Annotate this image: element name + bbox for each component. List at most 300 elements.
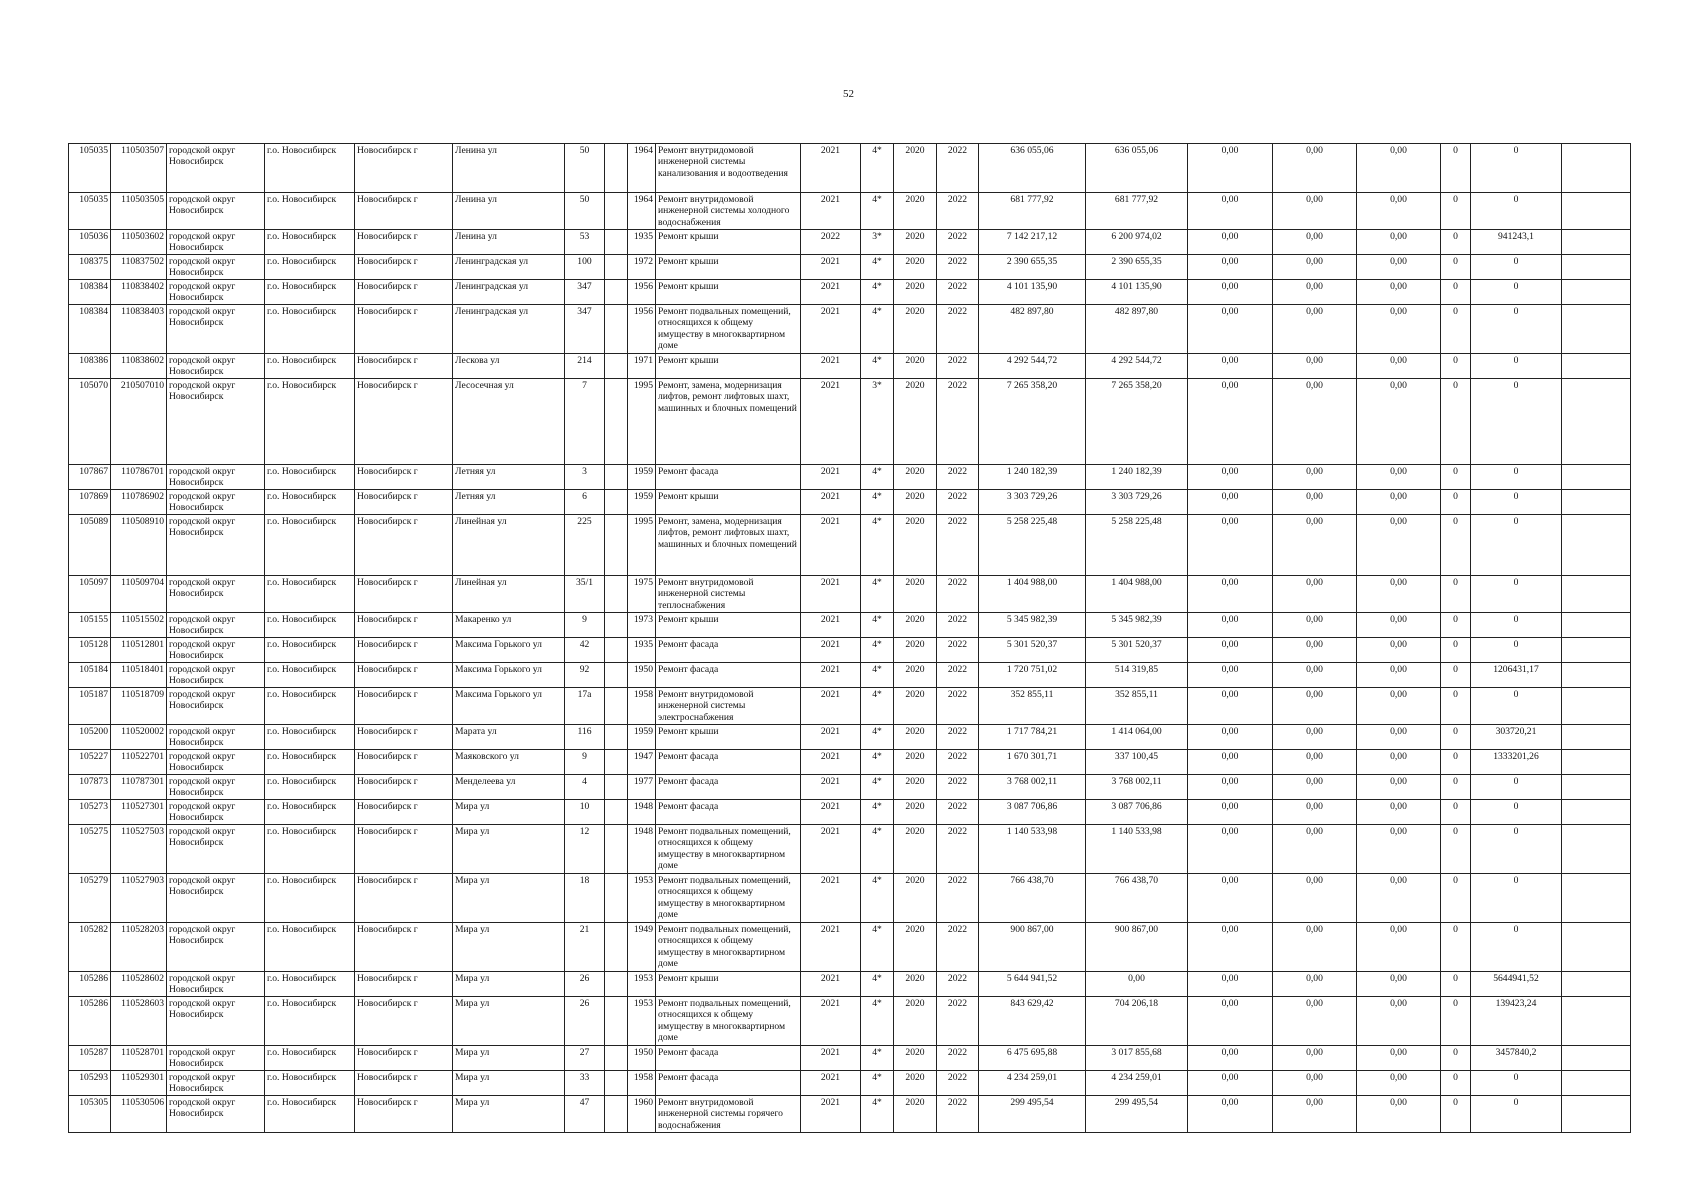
cell-fund: 299 495,54 bbox=[1086, 1096, 1188, 1133]
cell-y2: 2022 bbox=[937, 354, 979, 379]
cell-v2: 0,00 bbox=[1273, 144, 1357, 193]
cell-street: Ленинградская ул bbox=[453, 305, 565, 354]
cell-plan-year: 2021 bbox=[801, 280, 861, 305]
cell-work: Ремонт крыши bbox=[656, 613, 801, 638]
cell-v2: 0,00 bbox=[1273, 576, 1357, 613]
cell-year: 1948 bbox=[628, 800, 656, 825]
cell-fund: 482 897,80 bbox=[1086, 305, 1188, 354]
cell-cat: 3* bbox=[861, 379, 894, 465]
cell-c8 bbox=[605, 305, 628, 354]
cell-city: Новосибирск г bbox=[355, 972, 453, 997]
cell-work: Ремонт внутридомовой инженерной системы электроснабжения bbox=[656, 688, 801, 725]
cell-y1: 2020 bbox=[894, 255, 937, 280]
cell-v4: 0 bbox=[1441, 255, 1471, 280]
cell-cat: 4* bbox=[861, 874, 894, 923]
cell-street: Мира ул bbox=[453, 997, 565, 1046]
cell-y2: 2022 bbox=[937, 1046, 979, 1071]
cell-code: 110528203 bbox=[111, 923, 167, 972]
cell-v3: 0,00 bbox=[1357, 972, 1441, 997]
cell-fund: 3 303 729,26 bbox=[1086, 490, 1188, 515]
cell-district: городской округ Новосибирск bbox=[167, 825, 265, 874]
cell-y2: 2022 bbox=[937, 972, 979, 997]
cell-v1: 0,00 bbox=[1188, 144, 1273, 193]
cell-plan-year: 2021 bbox=[801, 663, 861, 688]
cell-total: 681 777,92 bbox=[979, 193, 1086, 230]
cell-v5: 1333201,26 bbox=[1471, 750, 1562, 775]
cell-y1: 2020 bbox=[894, 1046, 937, 1071]
cell-id: 108375 bbox=[69, 255, 111, 280]
table-row bbox=[69, 613, 1631, 638]
cell-city: Новосибирск г bbox=[355, 379, 453, 465]
cell-house: 225 bbox=[565, 515, 605, 576]
cell-plan-year: 2021 bbox=[801, 775, 861, 800]
cell-last bbox=[1562, 725, 1631, 750]
cell-work: Ремонт подвальных помещений, относящихся к общему имуществу в многоквартирном доме bbox=[656, 874, 801, 923]
table-row bbox=[69, 1046, 1631, 1071]
cell-y2: 2022 bbox=[937, 230, 979, 255]
table-row bbox=[69, 923, 1631, 972]
table-row bbox=[69, 144, 1631, 193]
cell-y2: 2022 bbox=[937, 280, 979, 305]
cell-total: 636 055,06 bbox=[979, 144, 1086, 193]
cell-city-district: г.о. Новосибирск bbox=[265, 379, 355, 465]
cell-c8 bbox=[605, 1096, 628, 1133]
cell-v1: 0,00 bbox=[1188, 613, 1273, 638]
cell-last bbox=[1562, 230, 1631, 255]
cell-fund: 7 265 358,20 bbox=[1086, 379, 1188, 465]
cell-id: 105200 bbox=[69, 725, 111, 750]
cell-c8 bbox=[605, 725, 628, 750]
cell-v5: 0 bbox=[1471, 1096, 1562, 1133]
cell-work: Ремонт, замена, модернизация лифтов, ремонт лифтовых шахт, машинных и блочных помещений bbox=[656, 515, 801, 576]
cell-v3: 0,00 bbox=[1357, 576, 1441, 613]
cell-v5: 0 bbox=[1471, 800, 1562, 825]
cell-code: 110837502 bbox=[111, 255, 167, 280]
cell-v4: 0 bbox=[1441, 997, 1471, 1046]
cell-plan-year: 2021 bbox=[801, 305, 861, 354]
cell-id: 105128 bbox=[69, 638, 111, 663]
cell-y1: 2020 bbox=[894, 379, 937, 465]
cell-total: 1 670 301,71 bbox=[979, 750, 1086, 775]
cell-city-district: г.о. Новосибирск bbox=[265, 972, 355, 997]
cell-city: Новосибирск г bbox=[355, 923, 453, 972]
cell-work: Ремонт фасада bbox=[656, 465, 801, 490]
cell-last bbox=[1562, 825, 1631, 874]
cell-work: Ремонт фасада bbox=[656, 775, 801, 800]
cell-plan-year: 2021 bbox=[801, 354, 861, 379]
cell-last bbox=[1562, 576, 1631, 613]
cell-total: 4 292 544,72 bbox=[979, 354, 1086, 379]
cell-v3: 0,00 bbox=[1357, 874, 1441, 923]
cell-work: Ремонт внутридомовой инженерной системы теплоснабжения bbox=[656, 576, 801, 613]
cell-total: 843 629,42 bbox=[979, 997, 1086, 1046]
cell-v4: 0 bbox=[1441, 1071, 1471, 1096]
cell-city-district: г.о. Новосибирск bbox=[265, 305, 355, 354]
cell-house: 21 bbox=[565, 923, 605, 972]
cell-v2: 0,00 bbox=[1273, 800, 1357, 825]
cell-year: 1950 bbox=[628, 663, 656, 688]
cell-y2: 2022 bbox=[937, 305, 979, 354]
cell-c8 bbox=[605, 255, 628, 280]
cell-city: Новосибирск г bbox=[355, 1046, 453, 1071]
cell-house: 3 bbox=[565, 465, 605, 490]
cell-v3: 0,00 bbox=[1357, 775, 1441, 800]
cell-v3: 0,00 bbox=[1357, 490, 1441, 515]
cell-total: 299 495,54 bbox=[979, 1096, 1086, 1133]
cell-v1: 0,00 bbox=[1188, 638, 1273, 663]
cell-v4: 0 bbox=[1441, 230, 1471, 255]
cell-city: Новосибирск г bbox=[355, 825, 453, 874]
cell-district: городской округ Новосибирск bbox=[167, 725, 265, 750]
cell-id: 105293 bbox=[69, 1071, 111, 1096]
cell-house: 47 bbox=[565, 1096, 605, 1133]
cell-city-district: г.о. Новосибирск bbox=[265, 800, 355, 825]
cell-last bbox=[1562, 688, 1631, 725]
cell-fund: 5 301 520,37 bbox=[1086, 638, 1188, 663]
cell-last bbox=[1562, 750, 1631, 775]
cell-c8 bbox=[605, 997, 628, 1046]
cell-y2: 2022 bbox=[937, 775, 979, 800]
cell-c8 bbox=[605, 923, 628, 972]
cell-plan-year: 2021 bbox=[801, 379, 861, 465]
cell-y2: 2022 bbox=[937, 613, 979, 638]
cell-id: 108384 bbox=[69, 280, 111, 305]
cell-v5: 0 bbox=[1471, 515, 1562, 576]
cell-code: 210507010 bbox=[111, 379, 167, 465]
cell-id: 105286 bbox=[69, 972, 111, 997]
cell-c8 bbox=[605, 490, 628, 515]
cell-v1: 0,00 bbox=[1188, 465, 1273, 490]
cell-work: Ремонт крыши bbox=[656, 280, 801, 305]
cell-house: 9 bbox=[565, 613, 605, 638]
cell-c8 bbox=[605, 638, 628, 663]
cell-plan-year: 2021 bbox=[801, 874, 861, 923]
table-row bbox=[69, 972, 1631, 997]
cell-fund: 3 768 002,11 bbox=[1086, 775, 1188, 800]
cell-v4: 0 bbox=[1441, 750, 1471, 775]
cell-fund: 4 101 135,90 bbox=[1086, 280, 1188, 305]
cell-street: Мира ул bbox=[453, 972, 565, 997]
cell-c8 bbox=[605, 825, 628, 874]
cell-code: 110838403 bbox=[111, 305, 167, 354]
cell-last bbox=[1562, 280, 1631, 305]
cell-city-district: г.о. Новосибирск bbox=[265, 515, 355, 576]
cell-v4: 0 bbox=[1441, 305, 1471, 354]
cell-cat: 4* bbox=[861, 825, 894, 874]
cell-cat: 4* bbox=[861, 305, 894, 354]
cell-code: 110503602 bbox=[111, 230, 167, 255]
cell-v1: 0,00 bbox=[1188, 1046, 1273, 1071]
cell-v2: 0,00 bbox=[1273, 923, 1357, 972]
cell-city: Новосибирск г bbox=[355, 230, 453, 255]
cell-v1: 0,00 bbox=[1188, 725, 1273, 750]
cell-y2: 2022 bbox=[937, 750, 979, 775]
cell-v1: 0,00 bbox=[1188, 775, 1273, 800]
cell-cat: 4* bbox=[861, 193, 894, 230]
cell-cat: 4* bbox=[861, 515, 894, 576]
cell-year: 1959 bbox=[628, 465, 656, 490]
cell-plan-year: 2021 bbox=[801, 972, 861, 997]
cell-v5: 941243,1 bbox=[1471, 230, 1562, 255]
cell-city-district: г.о. Новосибирск bbox=[265, 255, 355, 280]
cell-fund: 1 414 064,00 bbox=[1086, 725, 1188, 750]
cell-street: Ленинградская ул bbox=[453, 280, 565, 305]
cell-v3: 0,00 bbox=[1357, 638, 1441, 663]
cell-v4: 0 bbox=[1441, 775, 1471, 800]
cell-y1: 2020 bbox=[894, 193, 937, 230]
cell-year: 1959 bbox=[628, 725, 656, 750]
cell-c8 bbox=[605, 280, 628, 305]
cell-v2: 0,00 bbox=[1273, 255, 1357, 280]
cell-id: 105035 bbox=[69, 193, 111, 230]
cell-city-district: г.о. Новосибирск bbox=[265, 280, 355, 305]
cell-y1: 2020 bbox=[894, 923, 937, 972]
cell-id: 105184 bbox=[69, 663, 111, 688]
cell-last bbox=[1562, 1071, 1631, 1096]
cell-y2: 2022 bbox=[937, 576, 979, 613]
cell-v3: 0,00 bbox=[1357, 255, 1441, 280]
cell-id: 105035 bbox=[69, 144, 111, 193]
cell-plan-year: 2021 bbox=[801, 490, 861, 515]
cell-id: 105155 bbox=[69, 613, 111, 638]
cell-code: 110838602 bbox=[111, 354, 167, 379]
cell-y2: 2022 bbox=[937, 923, 979, 972]
cell-city: Новосибирск г bbox=[355, 193, 453, 230]
cell-v3: 0,00 bbox=[1357, 800, 1441, 825]
cell-c8 bbox=[605, 874, 628, 923]
cell-id: 105282 bbox=[69, 923, 111, 972]
cell-v3: 0,00 bbox=[1357, 997, 1441, 1046]
cell-y2: 2022 bbox=[937, 255, 979, 280]
cell-city: Новосибирск г bbox=[355, 874, 453, 923]
cell-v1: 0,00 bbox=[1188, 688, 1273, 725]
cell-y1: 2020 bbox=[894, 825, 937, 874]
cell-id: 107869 bbox=[69, 490, 111, 515]
cell-v1: 0,00 bbox=[1188, 576, 1273, 613]
cell-street: Лесосечная ул bbox=[453, 379, 565, 465]
cell-v5: 0 bbox=[1471, 465, 1562, 490]
cell-fund: 0,00 bbox=[1086, 972, 1188, 997]
cell-work: Ремонт подвальных помещений, относящихся к общему имуществу в многоквартирном доме bbox=[656, 997, 801, 1046]
cell-city-district: г.о. Новосибирск bbox=[265, 725, 355, 750]
cell-house: 92 bbox=[565, 663, 605, 688]
cell-plan-year: 2021 bbox=[801, 825, 861, 874]
cell-district: городской округ Новосибирск bbox=[167, 144, 265, 193]
cell-v1: 0,00 bbox=[1188, 230, 1273, 255]
cell-code: 110528602 bbox=[111, 972, 167, 997]
cell-street: Максима Горького ул bbox=[453, 663, 565, 688]
cell-v3: 0,00 bbox=[1357, 663, 1441, 688]
cell-v2: 0,00 bbox=[1273, 465, 1357, 490]
cell-work: Ремонт фасада bbox=[656, 750, 801, 775]
cell-code: 110503505 bbox=[111, 193, 167, 230]
cell-y2: 2022 bbox=[937, 1096, 979, 1133]
cell-street: Менделеева ул bbox=[453, 775, 565, 800]
cell-year: 1947 bbox=[628, 750, 656, 775]
cell-plan-year: 2021 bbox=[801, 997, 861, 1046]
cell-city: Новосибирск г bbox=[355, 255, 453, 280]
cell-total: 4 234 259,01 bbox=[979, 1071, 1086, 1096]
cell-street: Марата ул bbox=[453, 725, 565, 750]
cell-year: 1958 bbox=[628, 688, 656, 725]
cell-v2: 0,00 bbox=[1273, 663, 1357, 688]
cell-district: городской округ Новосибирск bbox=[167, 515, 265, 576]
cell-street: Ленина ул bbox=[453, 230, 565, 255]
cell-city-district: г.о. Новосибирск bbox=[265, 923, 355, 972]
cell-street: Мира ул bbox=[453, 1071, 565, 1096]
cell-v2: 0,00 bbox=[1273, 230, 1357, 255]
cell-v4: 0 bbox=[1441, 354, 1471, 379]
cell-v4: 0 bbox=[1441, 576, 1471, 613]
cell-district: городской округ Новосибирск bbox=[167, 972, 265, 997]
cell-house: 116 bbox=[565, 725, 605, 750]
cell-city: Новосибирск г bbox=[355, 1071, 453, 1096]
cell-cat: 4* bbox=[861, 1071, 894, 1096]
cell-total: 5 258 225,48 bbox=[979, 515, 1086, 576]
page-number: 52 bbox=[843, 88, 854, 100]
cell-v3: 0,00 bbox=[1357, 515, 1441, 576]
cell-street: Максима Горького ул bbox=[453, 638, 565, 663]
cell-house: 214 bbox=[565, 354, 605, 379]
cell-street: Линейная ул bbox=[453, 515, 565, 576]
cell-y2: 2022 bbox=[937, 144, 979, 193]
cell-fund: 514 319,85 bbox=[1086, 663, 1188, 688]
table-row bbox=[69, 663, 1631, 688]
cell-year: 1959 bbox=[628, 490, 656, 515]
cell-v5: 1206431,17 bbox=[1471, 663, 1562, 688]
cell-district: городской округ Новосибирск bbox=[167, 465, 265, 490]
cell-district: городской округ Новосибирск bbox=[167, 230, 265, 255]
cell-v4: 0 bbox=[1441, 144, 1471, 193]
cell-v2: 0,00 bbox=[1273, 305, 1357, 354]
cell-y1: 2020 bbox=[894, 663, 937, 688]
cell-street: Мира ул bbox=[453, 923, 565, 972]
cell-y2: 2022 bbox=[937, 193, 979, 230]
cell-house: 9 bbox=[565, 750, 605, 775]
cell-v1: 0,00 bbox=[1188, 1096, 1273, 1133]
cell-id: 105279 bbox=[69, 874, 111, 923]
cell-c8 bbox=[605, 1071, 628, 1096]
cell-year: 1956 bbox=[628, 305, 656, 354]
cell-year: 1971 bbox=[628, 354, 656, 379]
cell-plan-year: 2021 bbox=[801, 193, 861, 230]
cell-plan-year: 2021 bbox=[801, 515, 861, 576]
cell-code: 110520002 bbox=[111, 725, 167, 750]
cell-last bbox=[1562, 193, 1631, 230]
table-row bbox=[69, 490, 1631, 515]
cell-id: 105305 bbox=[69, 1096, 111, 1133]
cell-v5: 0 bbox=[1471, 923, 1562, 972]
cell-y1: 2020 bbox=[894, 515, 937, 576]
cell-v1: 0,00 bbox=[1188, 379, 1273, 465]
cell-id: 107873 bbox=[69, 775, 111, 800]
cell-v4: 0 bbox=[1441, 465, 1471, 490]
cell-code: 110518401 bbox=[111, 663, 167, 688]
cell-id: 105275 bbox=[69, 825, 111, 874]
table-row bbox=[69, 1071, 1631, 1096]
cell-work: Ремонт крыши bbox=[656, 255, 801, 280]
cell-city-district: г.о. Новосибирск bbox=[265, 825, 355, 874]
cell-work: Ремонт фасада bbox=[656, 638, 801, 663]
cell-cat: 4* bbox=[861, 576, 894, 613]
cell-total: 1 140 533,98 bbox=[979, 825, 1086, 874]
cell-y1: 2020 bbox=[894, 144, 937, 193]
cell-plan-year: 2021 bbox=[801, 923, 861, 972]
cell-v4: 0 bbox=[1441, 874, 1471, 923]
cell-v5: 0 bbox=[1471, 305, 1562, 354]
cell-fund: 900 867,00 bbox=[1086, 923, 1188, 972]
cell-fund: 766 438,70 bbox=[1086, 874, 1188, 923]
cell-year: 1972 bbox=[628, 255, 656, 280]
cell-work: Ремонт крыши bbox=[656, 725, 801, 750]
cell-code: 110515502 bbox=[111, 613, 167, 638]
cell-house: 10 bbox=[565, 800, 605, 825]
cell-plan-year: 2022 bbox=[801, 230, 861, 255]
cell-street: Ленина ул bbox=[453, 193, 565, 230]
cell-last bbox=[1562, 305, 1631, 354]
cell-street: Мира ул bbox=[453, 1096, 565, 1133]
cell-code: 110838402 bbox=[111, 280, 167, 305]
cell-y1: 2020 bbox=[894, 576, 937, 613]
cell-year: 1960 bbox=[628, 1096, 656, 1133]
cell-house: 53 bbox=[565, 230, 605, 255]
cell-total: 352 855,11 bbox=[979, 688, 1086, 725]
cell-y1: 2020 bbox=[894, 750, 937, 775]
cell-v4: 0 bbox=[1441, 379, 1471, 465]
cell-fund: 1 140 533,98 bbox=[1086, 825, 1188, 874]
cell-last bbox=[1562, 379, 1631, 465]
cell-fund: 636 055,06 bbox=[1086, 144, 1188, 193]
cell-district: городской округ Новосибирск bbox=[167, 874, 265, 923]
cell-total: 900 867,00 bbox=[979, 923, 1086, 972]
cell-work: Ремонт подвальных помещений, относящихся к общему имуществу в многоквартирном доме bbox=[656, 923, 801, 972]
cell-house: 50 bbox=[565, 144, 605, 193]
cell-cat: 4* bbox=[861, 490, 894, 515]
cell-v1: 0,00 bbox=[1188, 825, 1273, 874]
cell-cat: 4* bbox=[861, 354, 894, 379]
cell-v1: 0,00 bbox=[1188, 972, 1273, 997]
cell-cat: 4* bbox=[861, 465, 894, 490]
cell-v4: 0 bbox=[1441, 825, 1471, 874]
cell-y1: 2020 bbox=[894, 638, 937, 663]
cell-y2: 2022 bbox=[937, 638, 979, 663]
cell-district: городской округ Новосибирск bbox=[167, 638, 265, 663]
cell-v2: 0,00 bbox=[1273, 775, 1357, 800]
cell-city: Новосибирск г bbox=[355, 663, 453, 688]
cell-total: 766 438,70 bbox=[979, 874, 1086, 923]
cell-last bbox=[1562, 972, 1631, 997]
cell-v2: 0,00 bbox=[1273, 1071, 1357, 1096]
cell-v5: 0 bbox=[1471, 775, 1562, 800]
cell-c8 bbox=[605, 1046, 628, 1071]
cell-city: Новосибирск г bbox=[355, 515, 453, 576]
cell-v2: 0,00 bbox=[1273, 613, 1357, 638]
cell-v1: 0,00 bbox=[1188, 515, 1273, 576]
cell-plan-year: 2021 bbox=[801, 144, 861, 193]
cell-plan-year: 2021 bbox=[801, 800, 861, 825]
table-row bbox=[69, 825, 1631, 874]
cell-fund: 5 258 225,48 bbox=[1086, 515, 1188, 576]
cell-plan-year: 2021 bbox=[801, 688, 861, 725]
cell-code: 110522701 bbox=[111, 750, 167, 775]
cell-plan-year: 2021 bbox=[801, 1096, 861, 1133]
cell-city-district: г.о. Новосибирск bbox=[265, 1096, 355, 1133]
cell-cat: 4* bbox=[861, 613, 894, 638]
cell-house: 347 bbox=[565, 280, 605, 305]
cell-district: городской округ Новосибирск bbox=[167, 379, 265, 465]
cell-v1: 0,00 bbox=[1188, 997, 1273, 1046]
cell-v1: 0,00 bbox=[1188, 923, 1273, 972]
